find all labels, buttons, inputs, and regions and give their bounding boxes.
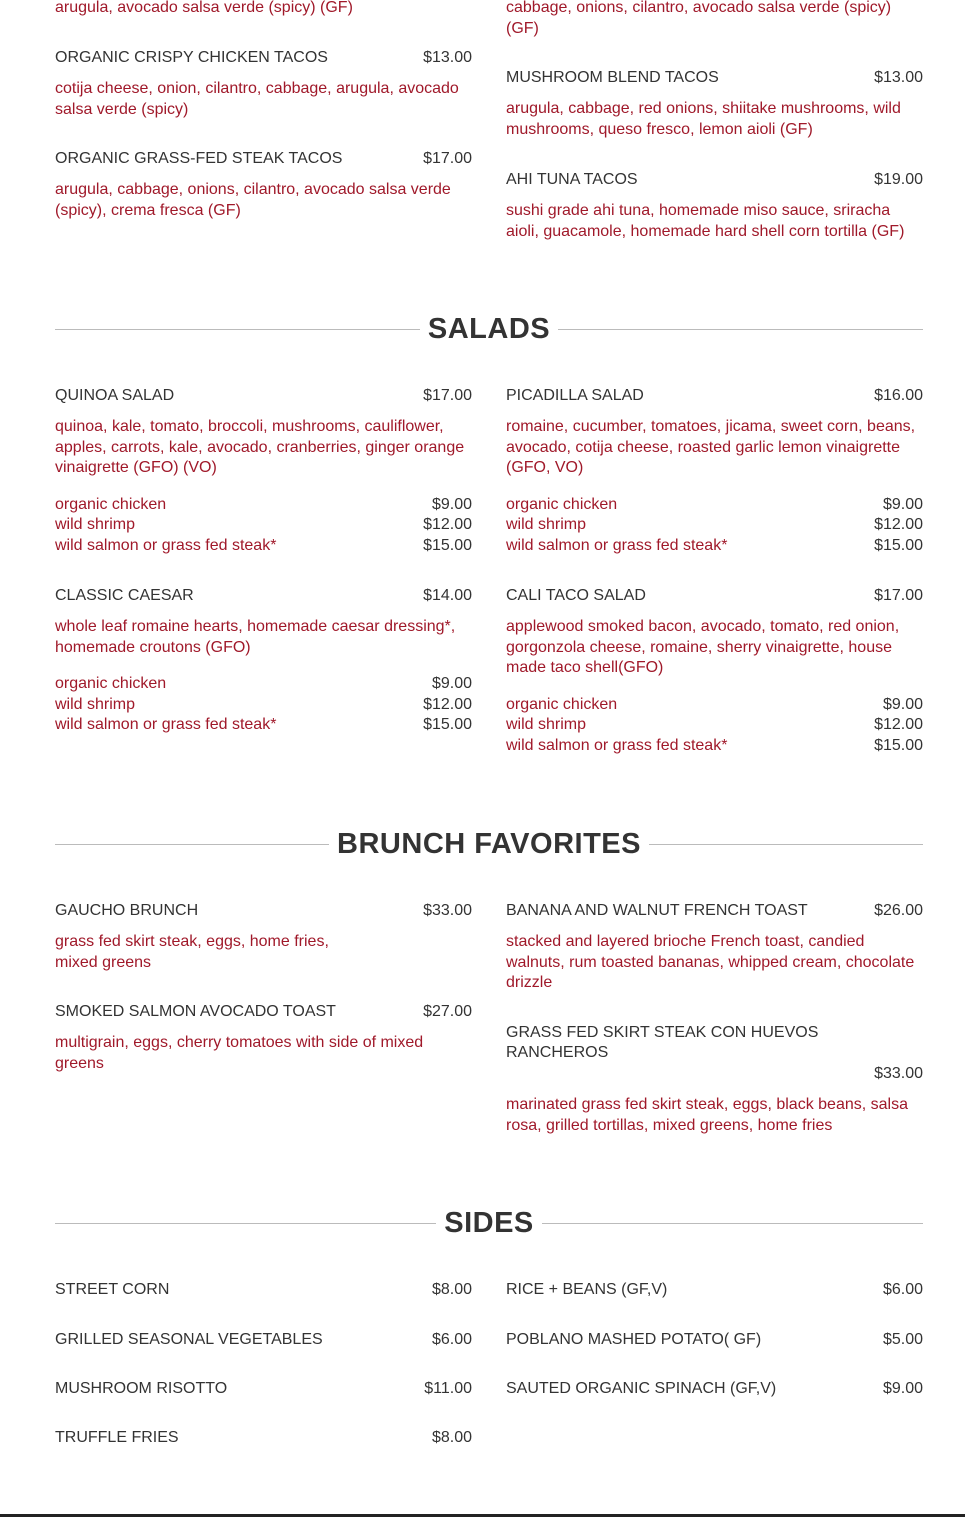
item-name: TRUFFLE FRIES <box>55 1429 179 1446</box>
addon-list <box>55 495 472 557</box>
addon-price: $9.00 <box>431 495 472 513</box>
item-price: $8.00 <box>431 1429 472 1446</box>
item-name: QUINOA SALAD <box>55 387 175 404</box>
addon-name: wild salmon or grass fed steak* <box>506 536 728 554</box>
item-price: $14.00 <box>423 587 472 604</box>
divider <box>55 844 329 845</box>
addon-list <box>506 495 923 557</box>
item-description: multigrain, eggs, cherry tomatoes with side of mixed greens <box>55 1034 424 1072</box>
item-description: applewood smoked bacon, avocado, tomato, red onion, gorgonzola cheese, romaine, sherry vinaigrette, house made taco shell(GFO) <box>506 618 900 676</box>
addon-name: organic chicken <box>55 675 167 692</box>
menu-item <box>506 170 923 242</box>
item-name: GRASS FED SKIRT STEAK CON HUEVOS RANCHEROS <box>506 1024 819 1061</box>
divider <box>558 329 923 330</box>
addon-name: wild salmon or grass fed steak* <box>55 716 277 733</box>
addon-list <box>55 674 472 736</box>
menu-item <box>506 1330 923 1350</box>
addon-price: $15.00 <box>874 536 923 554</box>
addon-price: $9.00 <box>882 495 923 513</box>
menu-item <box>506 1280 923 1300</box>
item-price: $26.00 <box>874 902 923 919</box>
divider <box>55 329 420 330</box>
section-title: BRUNCH FAVORITES <box>337 827 641 860</box>
addon-name: wild shrimp <box>55 695 136 713</box>
menu-item <box>506 1023 923 1136</box>
item-name: ORGANIC GRASS-FED STEAK TACOS <box>55 150 343 167</box>
addon-price: $15.00 <box>423 536 472 554</box>
item-name: AHI TUNA TACOS <box>506 171 638 188</box>
menu-item <box>55 386 472 556</box>
item-description: cotija cheese, onion, cilantro, cabbage, arugula, avocado salsa verde (spicy) <box>55 80 459 118</box>
menu-item <box>55 48 472 120</box>
menu-item-desc-fragment <box>506 0 923 39</box>
addon-row <box>55 695 472 716</box>
item-description: arugula, avocado salsa verde (spicy) (GF) <box>55 0 353 16</box>
item-name: STREET CORN <box>55 1281 170 1298</box>
item-price: $17.00 <box>874 587 923 604</box>
section-header-sides <box>55 1203 923 1243</box>
item-name: MUSHROOM RISOTTO <box>55 1380 228 1397</box>
addon-row <box>55 715 472 736</box>
addon-list <box>506 695 923 757</box>
addon-row <box>506 715 923 736</box>
item-price: $13.00 <box>423 49 472 66</box>
addon-row <box>55 495 472 516</box>
item-price: $5.00 <box>882 1331 923 1348</box>
addon-price: $15.00 <box>423 716 472 733</box>
addon-row <box>55 536 472 557</box>
divider <box>542 1223 923 1224</box>
addon-name: organic chicken <box>506 495 618 513</box>
item-description: cabbage, onions, cilantro, avocado salsa verde (spicy) (GF) <box>506 0 892 37</box>
menu-item <box>55 1280 472 1300</box>
divider <box>649 844 923 845</box>
item-price: $16.00 <box>874 387 923 404</box>
addon-name: wild shrimp <box>506 716 587 733</box>
item-name: CALI TACO SALAD <box>506 587 646 604</box>
item-price: $27.00 <box>423 1003 472 1020</box>
addon-price: $12.00 <box>423 695 472 713</box>
item-description <box>55 932 472 973</box>
addon-price: $12.00 <box>423 516 472 533</box>
item-price: $11.00 <box>424 1380 472 1397</box>
addon-price: $15.00 <box>874 736 923 754</box>
menu-item <box>506 1379 923 1399</box>
menu-item <box>55 1330 472 1350</box>
addon-row <box>506 515 923 536</box>
addon-name: wild shrimp <box>55 516 136 533</box>
menu-item <box>55 149 472 221</box>
item-price: $17.00 <box>423 387 472 404</box>
item-description: whole leaf romaine hearts, homemade caesar dressing*, homemade croutons (GFO) <box>55 618 456 656</box>
item-name: SAUTED ORGANIC SPINACH (GF,V) <box>506 1380 777 1397</box>
addon-price: $12.00 <box>874 516 923 533</box>
item-price: $17.00 <box>423 150 472 167</box>
item-name: POBLANO MASHED POTATO( GF) <box>506 1331 762 1348</box>
item-name: RICE + BEANS (GF,V) <box>506 1281 668 1298</box>
item-description: sushi grade ahi tuna, homemade miso sauce, sriracha aioli, guacamole, homemade hard shell corn tortilla (GF) <box>506 202 905 240</box>
item-price: $33.00 <box>423 902 472 919</box>
item-name: ORGANIC CRISPY CHICKEN TACOS <box>55 49 328 66</box>
item-description: arugula, cabbage, onions, cilantro, avocado salsa verde (spicy), crema fresca (GF) <box>55 181 451 219</box>
section-header-salads <box>55 309 923 349</box>
menu-item <box>506 586 923 756</box>
item-name: GRILLED SEASONAL VEGETABLES <box>55 1331 323 1348</box>
addon-row <box>506 695 923 716</box>
addon-row <box>55 674 472 695</box>
addon-name: wild shrimp <box>506 516 587 533</box>
addon-price: $9.00 <box>882 695 923 713</box>
menu-item <box>506 901 923 994</box>
item-price: $6.00 <box>882 1281 923 1298</box>
item-price: $13.00 <box>874 69 923 86</box>
addon-price: $12.00 <box>874 716 923 733</box>
menu-item <box>55 1379 472 1399</box>
item-price: $9.00 <box>882 1380 923 1397</box>
section-header-brunch <box>55 824 923 864</box>
item-name: BANANA AND WALNUT FRENCH TOAST <box>506 902 808 919</box>
divider <box>55 1223 436 1224</box>
addon-row <box>506 495 923 516</box>
item-name: PICADILLA SALAD <box>506 387 644 404</box>
item-name: SMOKED SALMON AVOCADO TOAST <box>55 1003 336 1020</box>
item-description: stacked and layered brioche French toast, candied walnuts, rum toasted bananas, whipped cream, chocolate drizzle <box>506 933 915 991</box>
item-name: CLASSIC CAESAR <box>55 587 194 604</box>
addon-name: wild salmon or grass fed steak* <box>506 736 728 754</box>
menu-item <box>55 901 472 973</box>
item-name: GAUCHO BRUNCH <box>55 902 199 919</box>
item-price: $8.00 <box>431 1281 472 1298</box>
addon-name: organic chicken <box>55 495 167 513</box>
item-name: MUSHROOM BLEND TACOS <box>506 69 719 86</box>
addon-row <box>55 515 472 536</box>
menu-item <box>55 586 472 736</box>
item-price: $33.00 <box>874 1065 923 1082</box>
item-description: arugula, cabbage, red onions, shiitake mushrooms, wild mushrooms, queso fresco, lemon aioli (GF) <box>506 100 901 138</box>
menu-item <box>55 1428 472 1448</box>
section-title: SALADS <box>427 312 551 345</box>
menu-item-desc-fragment <box>55 0 472 19</box>
item-description: marinated grass fed skirt steak, eggs, black beans, salsa rosa, grilled tortillas, mixed greens, home fries <box>506 1096 908 1134</box>
item-description: quinoa, kale, tomato, broccoli, mushrooms, cauliflower, apples, carrots, kale, avocado, cranberries, ginger orange vinaigrette (GFO) (VO) <box>55 418 465 476</box>
item-price: $6.00 <box>431 1331 472 1348</box>
addon-row <box>506 536 923 557</box>
item-description-line: grass fed skirt steak, eggs, home fries, <box>55 933 329 950</box>
item-description: romaine, cucumber, tomatoes, jicama, sweet corn, beans, avocado, cotija cheese, roasted garlic lemon vinaigrette (GFO, VO) <box>506 418 916 476</box>
item-price: $19.00 <box>874 171 923 188</box>
item-description-line: mixed greens <box>55 953 152 971</box>
menu-item <box>506 68 923 140</box>
menu-item <box>55 1002 472 1074</box>
addon-name: organic chicken <box>506 695 618 713</box>
section-title: SIDES <box>444 1206 534 1239</box>
addon-name: wild salmon or grass fed steak* <box>55 536 277 554</box>
addon-row <box>506 736 923 757</box>
addon-price: $9.00 <box>431 675 472 692</box>
menu-item <box>506 386 923 556</box>
